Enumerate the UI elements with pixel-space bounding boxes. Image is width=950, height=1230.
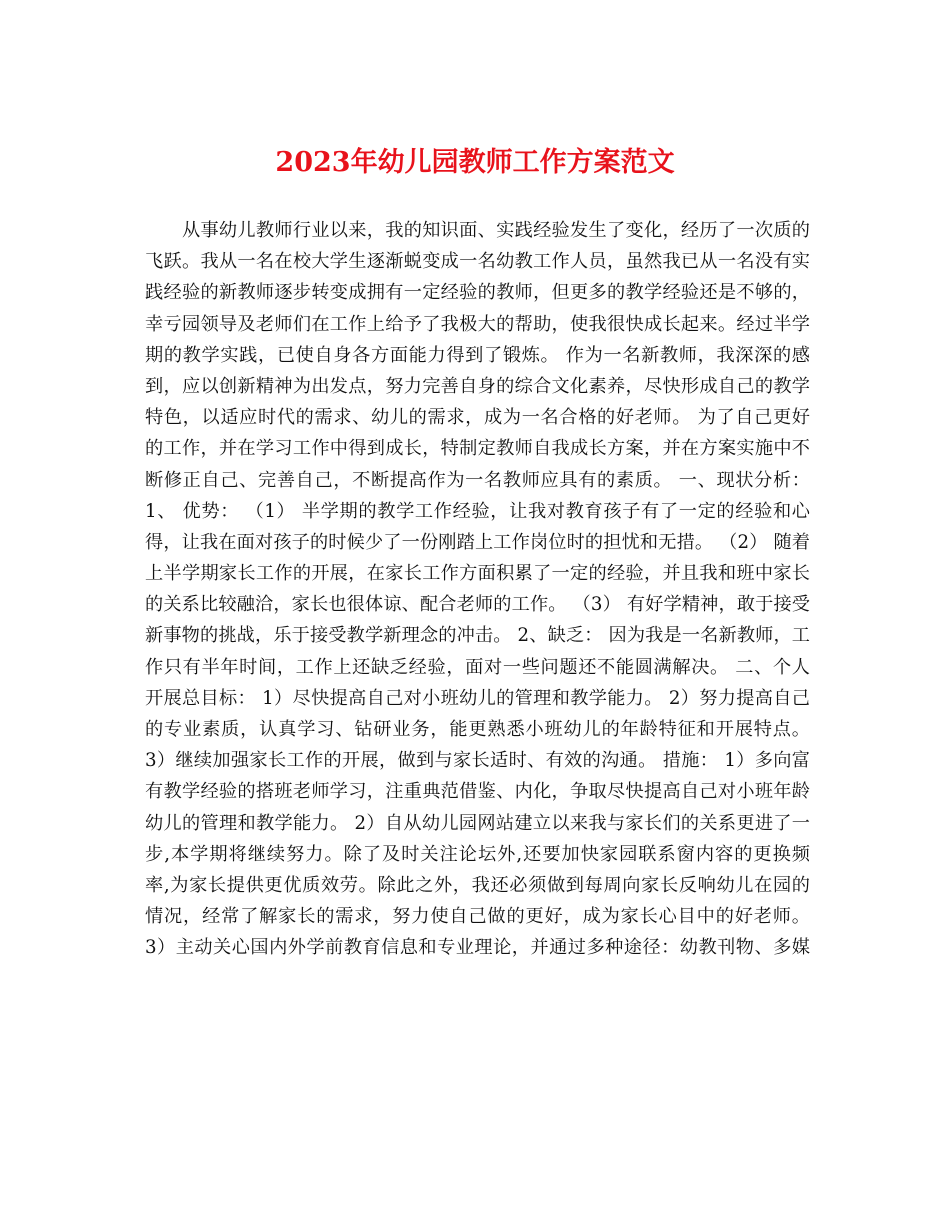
body-line: 到，应以创新精神为出发点，努力完善自身的综合文化素养，尽快形成自己的教学 <box>145 375 810 397</box>
body-line: 断修正自己、完善自己，不断提高作为一名教师应具有的素质。 一、现状分析： <box>145 469 810 491</box>
body-line: 飞跃。我从一名在校大学生逐渐蜕变成一名幼教工作人员，虽然我已从一名没有实 <box>145 251 810 273</box>
body-line: 步,本学期将继续努力。除了及时关注论坛外,还要加快家园联系窗内容的更换频 <box>145 843 810 865</box>
body-line: 1、 优势： （1） 半学期的教学工作经验，让我对教育孩子有了一定的经验和心 <box>145 500 810 522</box>
body-line: 从事幼儿教师行业以来，我的知识面、实践经验发生了变化，经历了一次质的 <box>145 220 810 241</box>
body-line: 率,为家长提供更优质效劳。除此之外，我还必须做到每周向家长反响幼儿在园的 <box>145 874 810 896</box>
body-line: 有教学经验的搭班老师学习，注重典范借鉴、内化，争取尽快提高自己对小班年龄 <box>145 781 810 803</box>
body-line: 上半学期家长工作的开展，在家长工作方面积累了一定的经验，并且我和班中家长 <box>145 563 810 585</box>
body-line: 作只有半年时间，工作上还缺乏经验，面对一些问题还不能圆满解决。 二、个人 <box>145 656 810 678</box>
body-line: 3）主动关心国内外学前教育信息和专业理论，并通过多种途径：幼教刊物、多媒 <box>145 937 810 959</box>
body-line: 得，让我在面对孩子的时候少了一份刚踏上工作岗位时的担忧和无措。 （2） 随着 <box>145 531 810 553</box>
body-line: 情况，经常了解家长的需求，努力使自己做的更好，成为家长心目中的好老师。 <box>145 906 810 928</box>
body-line: 新事物的挑战，乐于接受教学新理念的冲击。 2、缺乏： 因为我是一名新教师，工 <box>145 625 810 647</box>
document-body <box>145 215 810 964</box>
document-title: 2023年幼儿园教师工作方案范文 <box>275 147 675 178</box>
body-line: 特色，以适应时代的需求、幼儿的需求，成为一名合格的好老师。 为了自己更好 <box>145 407 810 429</box>
body-line: 幸亏园领导及老师们在工作上给予了我极大的帮助，使我很快成长起来。经过半学 <box>145 313 810 335</box>
body-line: 的关系比较融洽，家长也很体谅、配合老师的工作。 （3） 有好学精神，敢于接受 <box>145 594 810 616</box>
body-line: 期的教学实践，已使自身各方面能力得到了锻炼。 作为一名新教师，我深深的感 <box>145 344 810 366</box>
body-line: 践经验的新教师逐步转变成拥有一定经验的教师，但更多的教学经验还是不够的， <box>145 282 810 304</box>
body-line: 开展总目标： 1）尽快提高自己对小班幼儿的管理和教学能力。 2）努力提高自己 <box>145 687 810 709</box>
body-line: 的专业素质，认真学习、钻研业务，能更熟悉小班幼儿的年龄特征和开展特点。 <box>145 719 810 740</box>
body-line: 的工作，并在学习工作中得到成长，特制定教师自我成长方案，并在方案实施中不 <box>145 438 810 460</box>
body-line: 幼儿的管理和教学能力。 2）自从幼儿园网站建立以来我与家长们的关系更进了一 <box>145 812 810 834</box>
body-line: 3）继续加强家长工作的开展，做到与家长适时、有效的沟通。 措施： 1）多向富 <box>145 750 810 772</box>
